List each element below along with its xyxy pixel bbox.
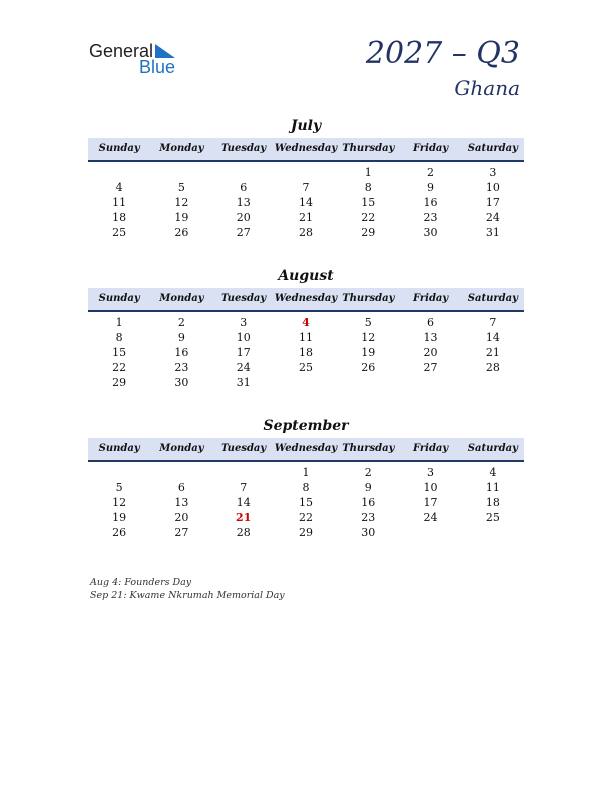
week-row — [88, 375, 524, 390]
day-cell: 26 — [174, 226, 189, 239]
day-cell: 19 — [112, 511, 127, 524]
month-name: September — [263, 418, 349, 434]
day-cell: 27 — [174, 526, 189, 539]
day-cell: 24 — [423, 511, 438, 524]
week-row — [88, 360, 524, 375]
weekday-label: Monday — [159, 443, 204, 454]
weekday-label: Sunday — [98, 143, 140, 154]
month-name: July — [290, 118, 322, 134]
week-row — [88, 525, 524, 540]
day-cell: 18 — [298, 346, 313, 359]
day-cell: 18 — [485, 496, 500, 509]
day-cell: 14 — [485, 331, 500, 344]
weekday-label: Tuesday — [221, 443, 267, 454]
day-cell: 28 — [485, 361, 500, 374]
day-cell: 18 — [112, 211, 127, 224]
day-cell: 29 — [112, 376, 127, 389]
week-row — [88, 210, 524, 225]
week-row — [88, 495, 524, 510]
week-row — [88, 465, 524, 480]
week-row — [88, 225, 524, 240]
day-cell: 20 — [423, 346, 438, 359]
day-cell: 5 — [115, 481, 123, 494]
day-cell — [337, 375, 399, 390]
day-cell: 27 — [236, 226, 251, 239]
weekday-label: Tuesday — [221, 143, 267, 154]
week-row — [88, 195, 524, 210]
day-cell: 19 — [174, 211, 189, 224]
day-cell: 27 — [423, 361, 438, 374]
day-cell: 26 — [112, 526, 127, 539]
month-block — [88, 266, 524, 390]
day-cell: 15 — [112, 346, 127, 359]
weekday-header — [88, 288, 524, 312]
month-block — [88, 416, 524, 540]
weekday-label: Thursday — [342, 443, 395, 454]
day-cell: 6 — [177, 481, 185, 494]
day-cell: 6 — [240, 181, 248, 194]
week-row — [88, 330, 524, 345]
weekday-label: Saturday — [467, 143, 518, 154]
week-row — [88, 480, 524, 495]
day-cell: 29 — [361, 226, 376, 239]
day-cell: 22 — [112, 361, 127, 374]
day-cell: 20 — [236, 211, 251, 224]
day-cell: 14 — [236, 496, 251, 509]
day-cell: 10 — [236, 331, 251, 344]
day-cell — [399, 525, 461, 540]
day-cell: 14 — [298, 196, 313, 209]
weekday-label: Monday — [159, 293, 204, 304]
day-cell: 23 — [361, 511, 376, 524]
day-cell: 16 — [174, 346, 189, 359]
day-cell — [88, 465, 150, 480]
weekday-label: Friday — [412, 443, 449, 454]
day-cell: 24 — [236, 361, 251, 374]
day-cell: 20 — [174, 511, 189, 524]
week-row — [88, 510, 524, 525]
day-cell: 23 — [174, 361, 189, 374]
day-cell: 4 — [115, 181, 123, 194]
day-cell: 31 — [485, 226, 500, 239]
day-cell: 23 — [423, 211, 438, 224]
day-cell: 30 — [361, 526, 376, 539]
weekday-label: Thursday — [342, 143, 395, 154]
weekday-label: Wednesday — [274, 443, 338, 454]
day-cell: 11 — [112, 196, 127, 209]
day-cell: 7 — [240, 481, 248, 494]
day-cell: 3 — [427, 466, 435, 479]
day-cell: 6 — [427, 316, 435, 329]
day-cell: 9 — [177, 331, 185, 344]
week-row — [88, 345, 524, 360]
day-cell: 16 — [423, 196, 438, 209]
page-title: 2027 – Q3 — [365, 36, 520, 71]
day-cell: 19 — [361, 346, 376, 359]
logo — [89, 40, 189, 76]
weekday-label: Monday — [159, 143, 204, 154]
day-cell — [150, 465, 212, 480]
day-cell: 5 — [177, 181, 185, 194]
day-cell: 10 — [423, 481, 438, 494]
day-cell: 9 — [364, 481, 372, 494]
day-cell: 16 — [361, 496, 376, 509]
holiday-notes — [90, 576, 285, 602]
day-cell: 13 — [174, 496, 189, 509]
day-cell — [275, 375, 337, 390]
day-cell: 21 — [485, 346, 500, 359]
logo-triangle-icon — [155, 44, 175, 58]
weekday-label: Saturday — [467, 293, 518, 304]
day-cell: 8 — [364, 181, 372, 194]
day-cell: 22 — [298, 511, 313, 524]
weekday-label: Sunday — [98, 293, 140, 304]
day-cell: 9 — [427, 181, 435, 194]
day-cell — [275, 165, 337, 180]
day-cell: 12 — [361, 331, 376, 344]
day-cell: 30 — [423, 226, 438, 239]
day-cell: 7 — [489, 316, 497, 329]
holiday-note: Sep 21: Kwame Nkrumah Memorial Day — [90, 590, 285, 601]
logo-blue-text: Blue — [139, 57, 176, 77]
day-cell: 12 — [112, 496, 127, 509]
week-row — [88, 180, 524, 195]
day-cell: 11 — [485, 481, 500, 494]
day-cell: 15 — [298, 496, 313, 509]
day-cell — [213, 165, 275, 180]
day-cell: 12 — [174, 196, 189, 209]
day-cell: 10 — [485, 181, 500, 194]
day-cell: 4 — [489, 466, 497, 479]
day-cell: 3 — [489, 166, 497, 179]
day-cell: 13 — [236, 196, 251, 209]
day-cell: 31 — [236, 376, 251, 389]
day-cell — [88, 165, 150, 180]
day-cell: 17 — [236, 346, 251, 359]
day-cell: 29 — [298, 526, 313, 539]
weekday-label: Friday — [412, 293, 449, 304]
day-cell: 22 — [361, 211, 376, 224]
weekday-label: Thursday — [342, 293, 395, 304]
day-cell — [150, 165, 212, 180]
holiday-day-cell: 4 — [302, 316, 310, 329]
weekday-label: Tuesday — [221, 293, 267, 304]
day-cell — [213, 465, 275, 480]
country-name: Ghana — [454, 76, 520, 100]
day-cell: 3 — [240, 316, 248, 329]
week-row — [88, 165, 524, 180]
day-cell — [462, 375, 524, 390]
weekday-label: Saturday — [467, 443, 518, 454]
weekday-header — [88, 138, 524, 162]
day-cell: 7 — [302, 181, 310, 194]
day-cell: 30 — [174, 376, 189, 389]
month-block — [88, 116, 524, 240]
day-cell: 13 — [423, 331, 438, 344]
day-cell: 25 — [485, 511, 500, 524]
weekday-header — [88, 438, 524, 462]
weekday-label: Friday — [412, 143, 449, 154]
day-cell: 15 — [361, 196, 376, 209]
day-cell: 1 — [115, 316, 123, 329]
logo-general-text: General — [89, 41, 154, 61]
day-cell: 8 — [115, 331, 123, 344]
day-cell: 24 — [485, 211, 500, 224]
day-cell: 2 — [364, 466, 372, 479]
weekday-label: Sunday — [98, 443, 140, 454]
day-cell: 2 — [177, 316, 185, 329]
holiday-day-cell: 21 — [236, 511, 252, 524]
weekday-label: Wednesday — [274, 143, 338, 154]
day-cell: 1 — [364, 166, 372, 179]
day-cell: 21 — [298, 211, 313, 224]
holiday-note: Aug 4: Founders Day — [90, 577, 192, 588]
day-cell: 1 — [302, 466, 310, 479]
day-cell: 17 — [485, 196, 500, 209]
day-cell: 28 — [236, 526, 251, 539]
weekday-label: Wednesday — [274, 293, 338, 304]
day-cell: 28 — [298, 226, 313, 239]
day-cell: 25 — [298, 361, 313, 374]
day-cell — [399, 375, 461, 390]
day-cell: 5 — [364, 316, 372, 329]
day-cell: 8 — [302, 481, 310, 494]
day-cell: 17 — [423, 496, 438, 509]
day-cell: 25 — [112, 226, 127, 239]
week-row — [88, 315, 524, 330]
day-cell — [462, 525, 524, 540]
day-cell: 11 — [298, 331, 313, 344]
month-name: August — [278, 268, 334, 284]
day-cell: 2 — [427, 166, 435, 179]
day-cell: 26 — [361, 361, 376, 374]
